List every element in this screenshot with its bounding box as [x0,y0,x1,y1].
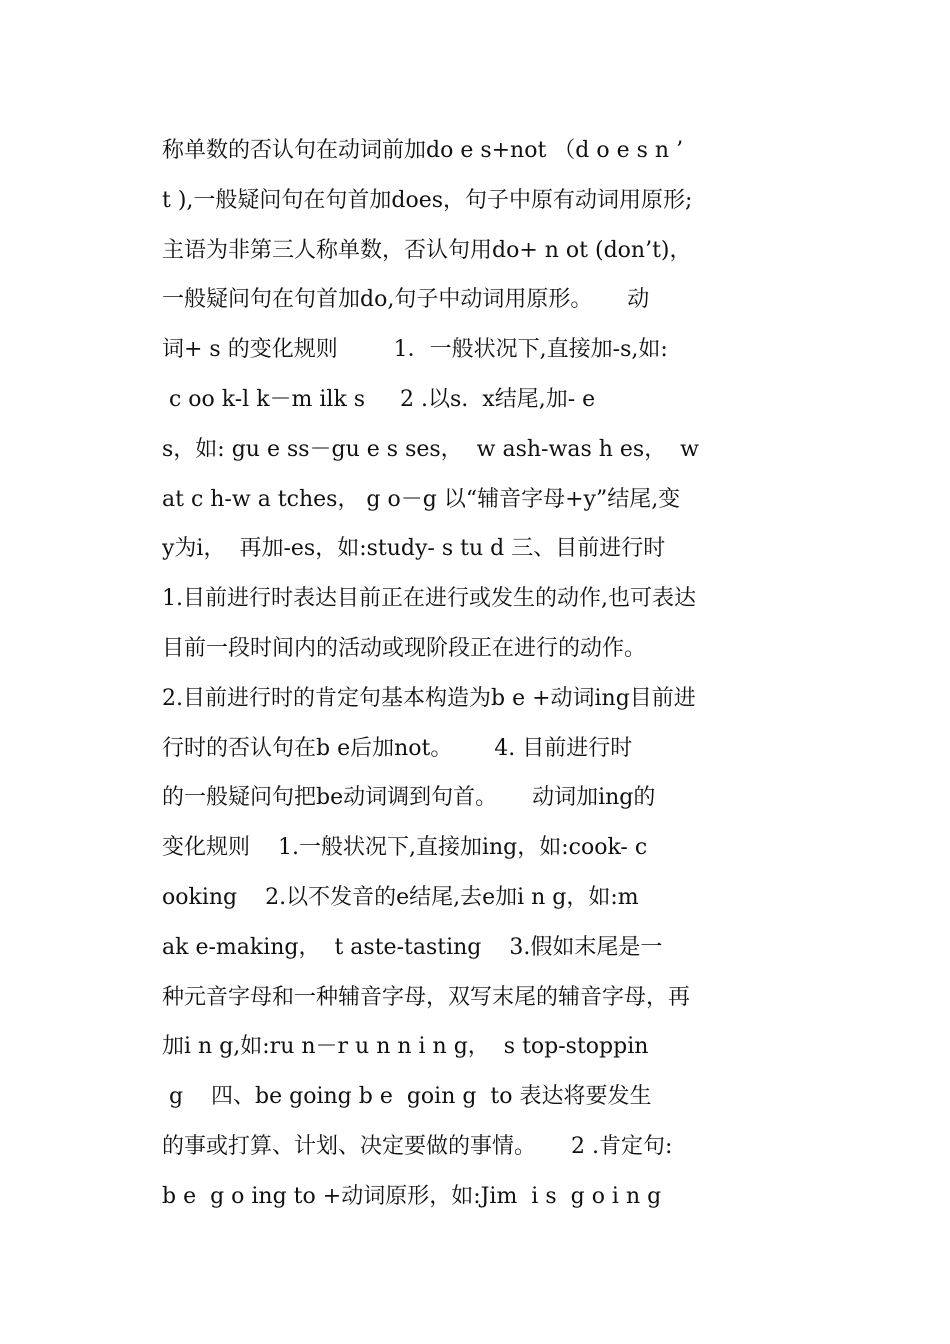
text-line-16: ooking 2.以不发音的e结尾,去e加i n g，如:m [162,884,639,910]
text-line-22: b e g o ing to +动词原形，如:Jim i s g o i n g [162,1183,662,1209]
text-line-9: y为i， 再加-es，如:study- s tu d 三、目前进行时 [162,536,666,562]
text-line-17: ak e-making， t aste-tasting 3.假如末尾是一 [162,934,663,960]
text-line-1: 称单数的否认句在动词前加do e s+not （d o e s n ’ [162,138,684,163]
text-line-11: 目前一段时间内的活动或现阶段正在进行的动作。 [162,635,647,661]
text-line-2: t ),一般疑问句在句首加does，句子中原有动词用原形; [162,187,693,213]
text-line-4: 一般疑问句在句首加do,句子中动词用原形。 动 [162,287,650,313]
document-body [162,126,802,1222]
text-line-19: 加i n g,如:ru n－r u n n i n g， s top-stoppin [162,1034,649,1060]
text-line-14: 的一般疑问句把be动词调到句首。 动词加ing的 [162,785,656,811]
text-line-18: 种元音字母和一种辅音字母，双写末尾的辅音字母，再 [162,984,691,1010]
text-line-15: 变化规则 1.一般状况下,直接加ing，如:cook- c [162,835,648,861]
text-line-3: 主语为非第三人称单数，否认句用do+ n ot (don’t)， [162,237,692,263]
text-line-13: 行时的否认句在b e后加not。 4. 目前进行时 [162,735,633,761]
text-line-5: 词+ s 的变化规则 1．一般状况下,直接加-s,如: [162,337,668,363]
text-line-20: g 四、be going b e goin g to 表达将要发生 [162,1084,652,1110]
text-line-12: 2.目前进行时的肯定句基本构造为b e +动词ing目前进 [162,685,696,711]
text-line-7: s，如: gu e ss－gu e s ses， w ash-was h es， w [162,436,700,462]
text-line-8: at c h-w a tches， g o－g 以“辅音字母+y”结尾,变 [162,486,681,512]
text-line-6: c oo k-l k－m ilk s 2 .以s. x结尾,加- e [162,386,596,412]
text-line-21: 的事或打算、计划、决定要做的事情。 2 .肯定句: [162,1133,673,1159]
text-line-10: 1.目前进行时表达目前正在进行或发生的动作,也可表达 [162,586,696,612]
